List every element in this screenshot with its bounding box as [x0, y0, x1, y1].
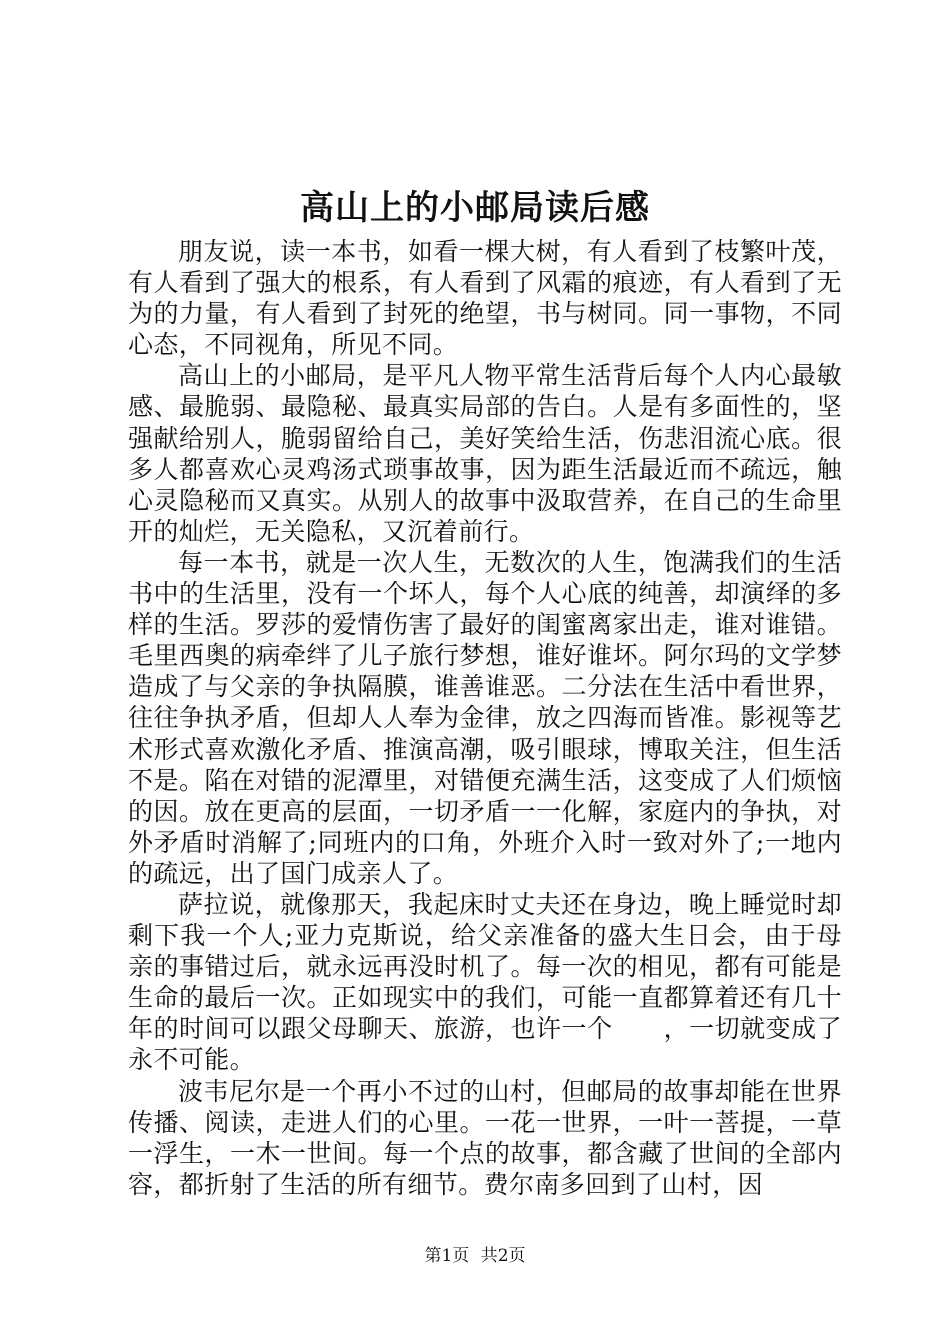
- page-total: 共2页: [480, 1246, 526, 1266]
- paragraph: 萨拉说，就像那天，我起床时丈夫还在身边，晚上睡觉时却剩下我一个人;亚力克斯说，给父亲准备的盛大生日会，由于母亲的事错过后，就永远再没时机了。每一次的相见，都有可能是生命的最后一次。正如现实中的我们，可能一直都算着还有几十年的时间可以跟父母聊天、旅游，也许一个 ，一切就变成了永不可能。: [128, 889, 842, 1075]
- paragraph: 朋友说，读一本书，如看一棵大树，有人看到了枝繁叶茂，有人看到了强大的根系，有人看到了风霜的痕迹，有人看到了无为的力量，有人看到了封死的绝望，书与树同。同一事物，不同心态，不同视角，所见不同。: [128, 237, 842, 360]
- paragraph: 每一本书，就是一次人生，无数次的人生，饱满我们的生活书中的生活里，没有一个坏人，每个人心底的纯善，却演绎的多样的生活。罗莎的爱情伤害了最好的闺蜜离家出走，谁对谁错。毛里西奥的病牵绊了儿子旅行梦想，谁好谁坏。阿尔玛的文学梦造成了与父亲的争执隔膜，谁善谁恶。二分法在生活中看世界，往往争执矛盾，但却人人奉为金律，放之四海而皆准。影视等艺术形式喜欢激化矛盾、推演高潮，吸引眼球，博取关注，但生活不是。陷在对错的泥潭里，对错便充满生活，这变成了人们烦恼的因。放在更高的层面，一切矛盾一一化解，家庭内的争执，对外矛盾时消解了;同班内的口角，外班介入时一致对外了;一地内的疏远，出了国门成亲人了。: [128, 547, 842, 888]
- document-body: [128, 236, 842, 1200]
- paragraph: 高山上的小邮局，是平凡人物平常生活背后每个人内心最敏感、最脆弱、最隐秘、最真实局部的告白。人是有多面性的，坚强献给别人，脆弱留给自己，美好笑给生活，伤悲泪流心底。很多人都喜欢心灵鸡汤式琐事故事，因为距生活最近而不疏远，触心灵隐秘而又真实。从别人的故事中汲取营养，在自己的生命里开的灿烂，无关隐私，又沉着前行。: [128, 361, 842, 546]
- document-title: 高山上的小邮局读后感: [300, 188, 650, 228]
- page-number: 第1页: [424, 1246, 470, 1266]
- paragraph: 波韦尼尔是一个再小不过的山村，但邮局的故事却能在世界传播、阅读，走进人们的心里。一花一世界，一叶一菩提，一草一浮生，一木一世间。每一个点的故事，都含藏了世间的全部内容，都折射了生活的所有细节。费尔南多回到了山村，因: [128, 1076, 842, 1199]
- page-footer: [0, 1244, 950, 1268]
